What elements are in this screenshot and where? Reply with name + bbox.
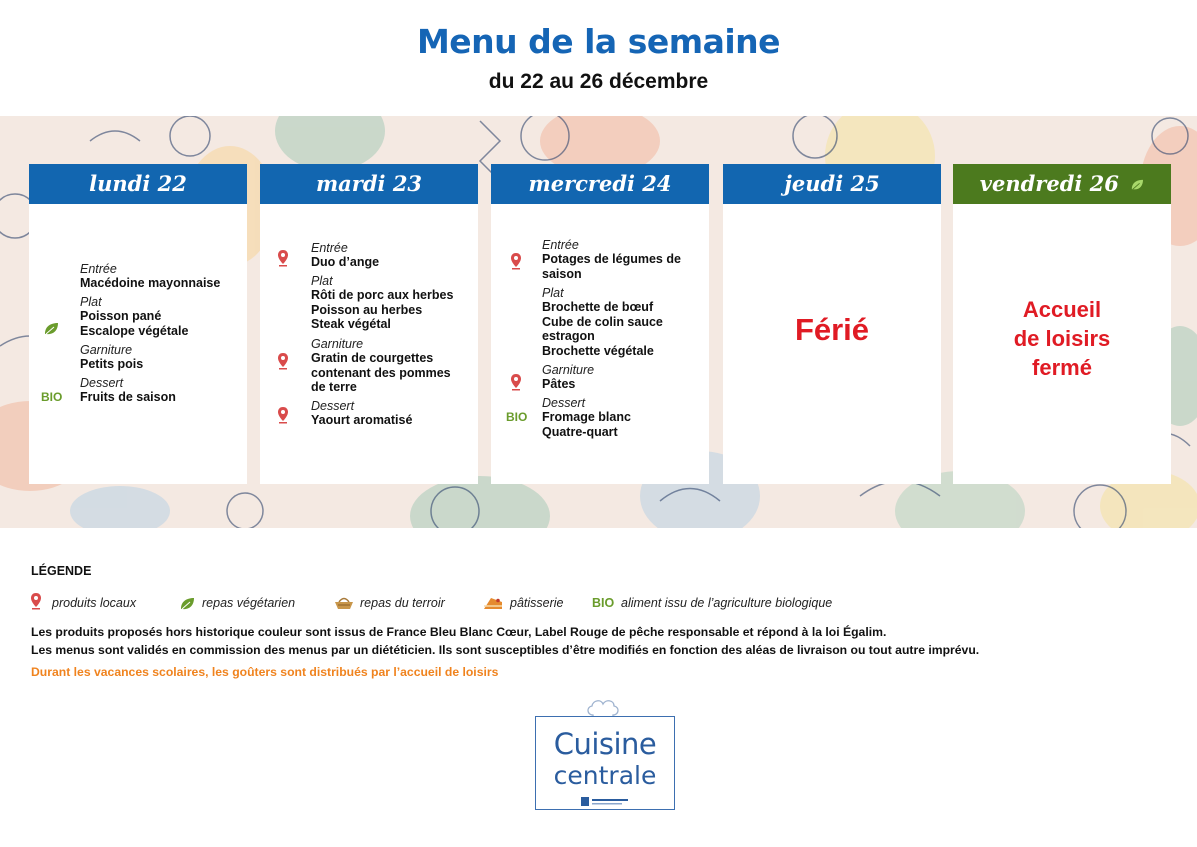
legend-bio-badge: BIO (592, 596, 615, 610)
menu-item: Escalope végétale (80, 323, 189, 338)
course-label: Garniture (542, 363, 595, 377)
page-title: Menu de la semaine (416, 22, 781, 61)
day-header: mardi 23 (260, 164, 478, 204)
day-header: mercredi 24 (491, 164, 709, 204)
course-label: Garniture (80, 343, 133, 357)
day-header: lundi 22 (29, 164, 247, 204)
location-pin-icon (510, 252, 522, 270)
basket-icon (334, 596, 354, 610)
course-label: Dessert (311, 399, 355, 413)
closed-notice (953, 295, 1171, 382)
course-label: Entrée (80, 262, 117, 276)
leaf-icon (1130, 179, 1144, 191)
day-header: jeudi 25 (723, 164, 941, 204)
course-plat (542, 286, 702, 358)
town-crest-icon (580, 796, 630, 807)
day-card-wednesday (491, 164, 709, 484)
cuisine-centrale-logo (535, 716, 675, 810)
course-label: Garniture (311, 337, 364, 351)
note-validation: Les menus sont validés en commission des menus par un diététicien. Ils sont susceptibles d’être modifiés en fonction des aléas de livraison ou tout autre imprévu. (31, 643, 980, 657)
location-pin-icon (277, 406, 289, 424)
course-entree (542, 238, 702, 281)
menu-item: Gratin de courgettes (311, 351, 434, 365)
menu-item: Macédoine mayonnaise (80, 276, 221, 290)
menu-item: Quatre-quart (542, 424, 618, 439)
legend-local: produits locaux (52, 596, 137, 610)
course-entree (311, 241, 471, 270)
day-card-monday (29, 164, 247, 484)
course-garniture (80, 343, 240, 372)
menu-item: Brochette de bœuf (542, 300, 654, 314)
course-dessert (542, 396, 702, 439)
legend-bio: aliment issu de l’agriculture biologique (621, 596, 833, 610)
menu-item: Poisson pané (80, 309, 162, 323)
course-dessert (80, 376, 240, 405)
menu-item: contenant des pommes (311, 365, 451, 380)
menu-item: Yaourt aromatisé (311, 413, 413, 427)
menu-item: Pâtes (542, 377, 576, 391)
course-plat (311, 274, 471, 332)
note-holidays: Durant les vacances scolaires, les goûters sont distribués par l’accueil de loisirs (31, 665, 499, 679)
day-header-label: vendredi 26 (979, 171, 1119, 196)
closed-line: de loisirs (1013, 326, 1111, 351)
menu-item: Steak végétal (311, 317, 391, 331)
holiday-label: Férié (794, 312, 870, 347)
menu-item: Fruits de saison (80, 390, 176, 404)
bio-badge: BIO (41, 390, 63, 404)
course-label: Plat (542, 286, 564, 300)
day-card-thursday (723, 164, 941, 484)
course-garniture (542, 363, 702, 392)
course-label: Entrée (311, 241, 348, 255)
location-pin-icon (30, 592, 42, 610)
course-dessert (311, 399, 471, 428)
menu-item: Rôti de porc aux herbes (311, 288, 454, 302)
legend-title: LÉGENDE (31, 564, 92, 578)
course-garniture (311, 337, 471, 395)
menu-item: Duo d’ange (311, 255, 380, 269)
logo-line2: centrale (553, 761, 657, 790)
leaf-icon (179, 597, 195, 611)
menu-item: Potages de légumes de (542, 252, 681, 266)
logo-line1: Cuisine (553, 727, 657, 761)
menu-item: saison (542, 266, 582, 281)
location-pin-icon (277, 249, 289, 267)
location-pin-icon (510, 373, 522, 391)
legend-pastry: pâtisserie (510, 596, 564, 610)
closed-line: fermé (1032, 355, 1092, 380)
course-label: Plat (311, 274, 333, 288)
legend-terroir: repas du terroir (360, 596, 445, 610)
day-card-friday (953, 164, 1171, 484)
menu-item: de terre (311, 380, 357, 394)
page-subtitle: du 22 au 26 décembre (488, 70, 709, 93)
closed-line: Accueil (1022, 297, 1102, 322)
menu-item: estragon (542, 329, 595, 343)
legend-vegetarian: repas végétarien (202, 596, 296, 610)
cake-slice-icon (483, 597, 503, 610)
menu-item: Petits pois (80, 357, 144, 371)
day-header (953, 164, 1171, 204)
location-pin-icon (277, 352, 289, 370)
day-card-tuesday (260, 164, 478, 484)
course-label: Entrée (542, 238, 579, 252)
bio-badge: BIO (506, 410, 528, 424)
course-label: Dessert (542, 396, 586, 410)
note-sourcing: Les produits proposés hors historique couleur sont issus de France Bleu Blanc Cœur, Label Rouge de pêche responsable et répond à la loi Égalim. (31, 625, 887, 639)
course-entree (80, 262, 240, 291)
menu-item: Brochette végétale (542, 343, 654, 358)
leaf-icon (43, 322, 59, 336)
course-label: Dessert (80, 376, 124, 390)
menu-item: Poisson au herbes (311, 302, 423, 317)
menu-item: Cube de colin sauce (542, 314, 663, 329)
course-label: Plat (80, 295, 102, 309)
menu-item: Fromage blanc (542, 410, 631, 424)
course-plat (80, 295, 240, 338)
